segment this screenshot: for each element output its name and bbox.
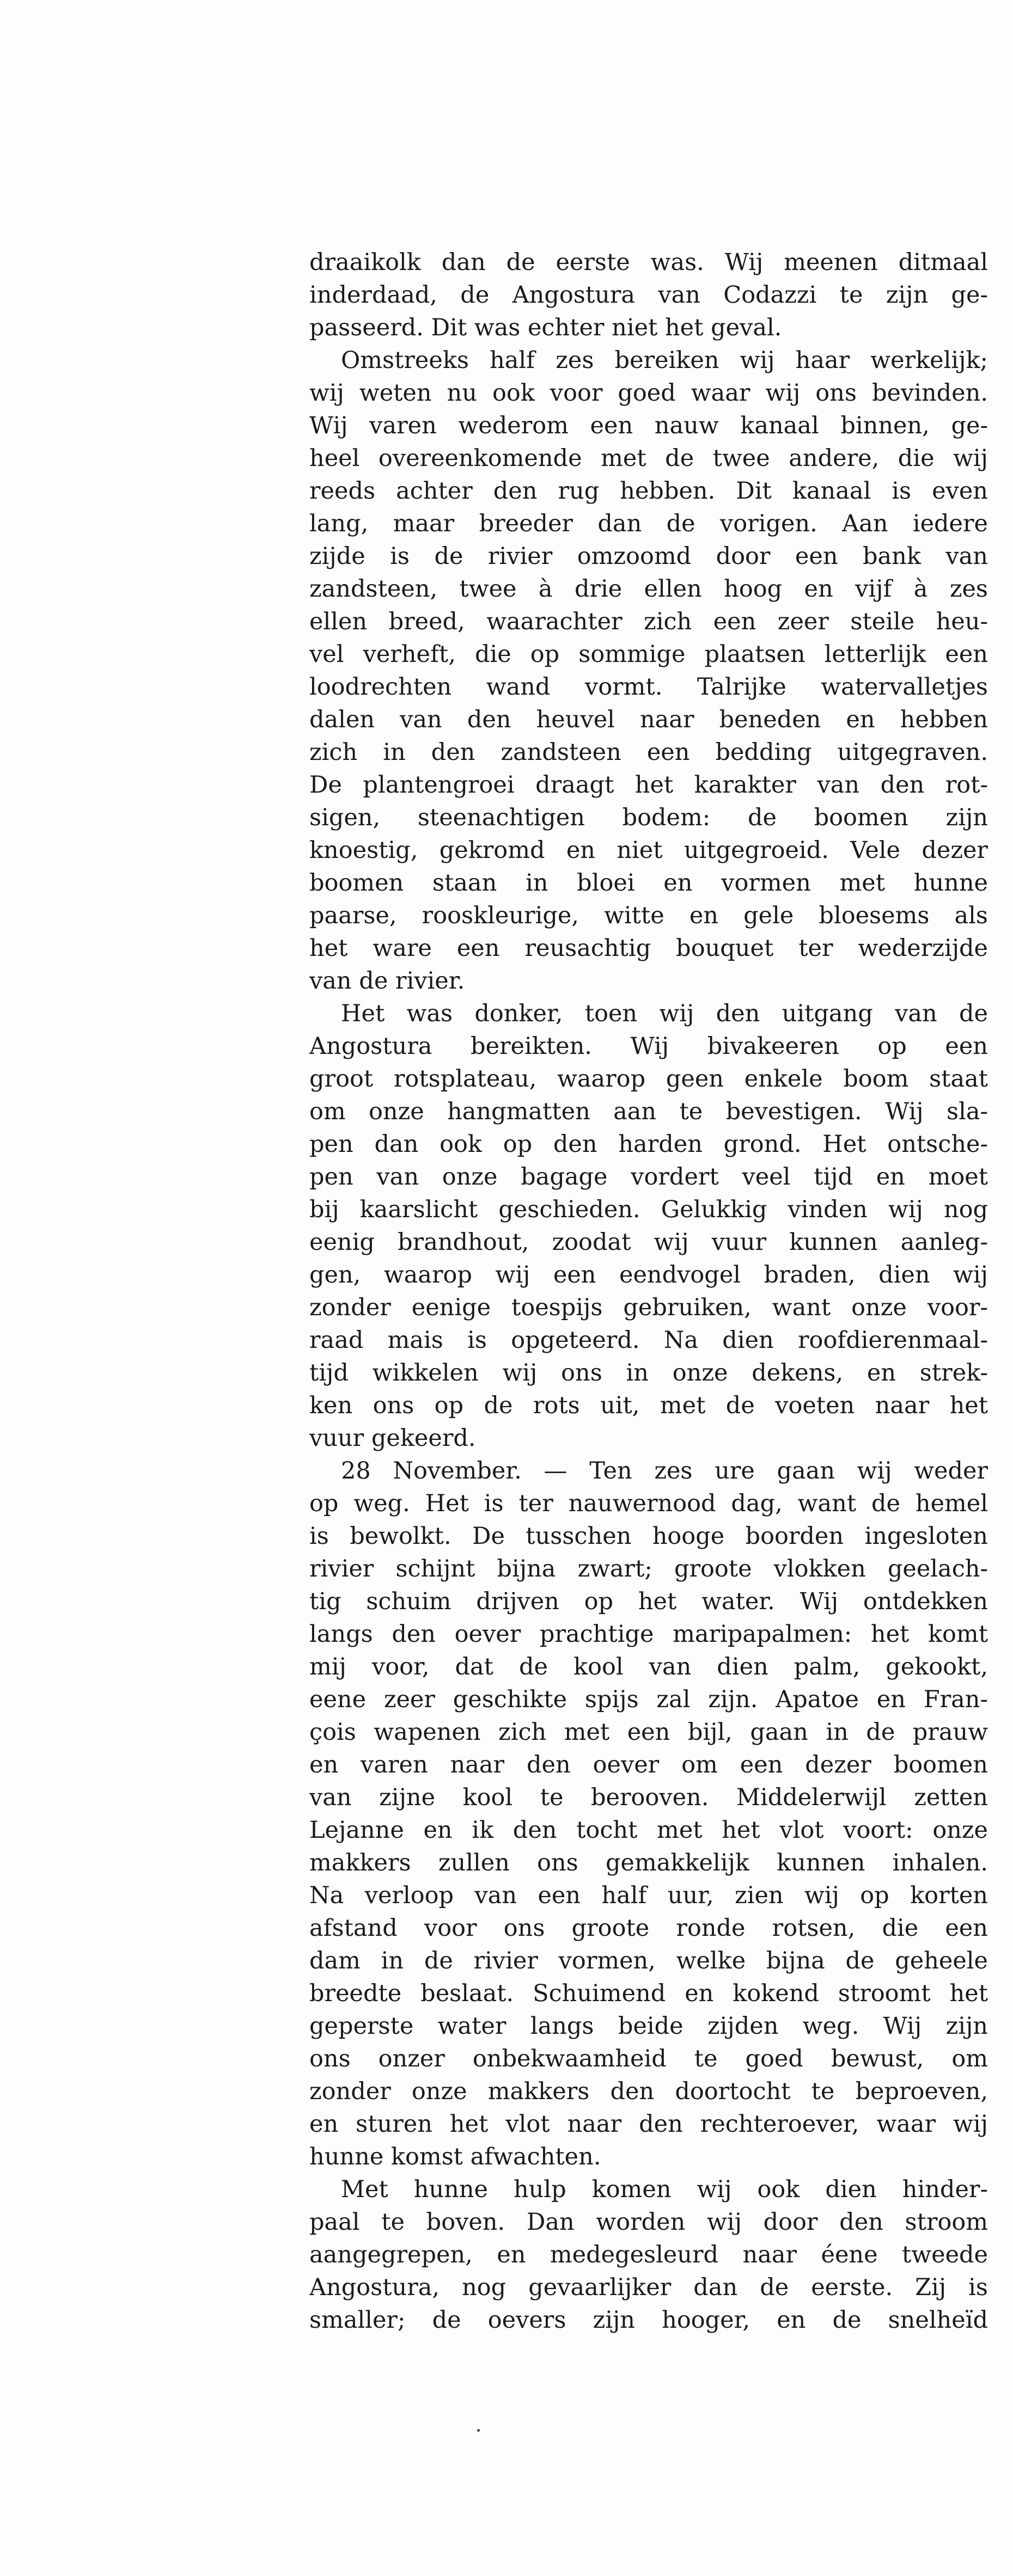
text-line: tijd wikkelen wij ons in onze dekens, en strek- xyxy=(309,1359,988,1387)
text-line: eene zeer geschikte spijs zal zijn. Apatoe en Fran- xyxy=(309,1686,988,1713)
text-line: lang, maar breeder dan de vorigen. Aan iedere xyxy=(309,510,988,537)
text-line: ons onzer onbekwaamheid te goed bewust, om xyxy=(309,2045,988,2072)
text-line: pen van onze bagage vordert veel tijd en moet xyxy=(309,1163,988,1191)
text-line: aangegrepen, en medegesleurd naar éene tweede xyxy=(309,2241,988,2268)
text-line: sigen, steenachtigen bodem: de boomen zijn xyxy=(309,804,988,831)
paragraph-5 xyxy=(309,2173,988,2336)
text-line: pen dan ook op den harden grond. Het ontsche- xyxy=(309,1131,988,1158)
text-line: het ware een reusachtig bouquet ter wederzijde xyxy=(309,935,988,962)
text-line: Lejanne en ik den tocht met het vlot voort: onze xyxy=(309,1817,988,1844)
text-line: rivier schijnt bijna zwart; groote vlokken geelach- xyxy=(309,1555,988,1583)
text-line: çois wapenen zich met een bijl, gaan in de prauw xyxy=(309,1719,988,1746)
text-line: zonder eenige toespijs gebruiken, want onze voor- xyxy=(309,1294,988,1321)
text-line: zonder onze makkers den doortocht te beproeven, xyxy=(309,2078,988,2105)
text-line: Het was donker, toen wij den uitgang van de xyxy=(341,1000,988,1027)
text-line: bij kaarslicht geschieden. Gelukkig vinden wij nog xyxy=(309,1196,988,1223)
text-line: hunne komst afwachten. xyxy=(309,2143,601,2170)
text-line: tig schuim drijven op het water. Wij ontdekken xyxy=(309,1588,988,1615)
text-line: 28 November. — Ten zes ure gaan wij weder xyxy=(341,1457,988,1485)
text-line: Angostura bereikten. Wij bivakeeren op een xyxy=(309,1033,988,1060)
text-line: op weg. Het is ter nauwernood dag, want de hemel xyxy=(309,1490,988,1517)
text-line: knoestig, gekromd en niet uitgegroeid. Vele dezer xyxy=(309,837,988,864)
text-line: zijde is de rivier omzoomd door een bank van xyxy=(309,543,988,570)
text-line: en varen naar den oever om een dezer boomen xyxy=(309,1751,988,1778)
text-line: paarse, rooskleurige, witte en gele bloesems als xyxy=(309,902,988,929)
text-line: afstand voor ons groote ronde rotsen, die een xyxy=(309,1915,988,1942)
text-line: reeds achter den rug hebben. Dit kanaal is even xyxy=(309,477,988,505)
text-line: breedte beslaat. Schuimend en kokend stroomt het xyxy=(309,1980,988,2007)
text-line: Met hunne hulp komen wij ook dien hinder- xyxy=(341,2176,988,2203)
text-line: loodrechten wand vormt. Talrijke watervalletjes xyxy=(309,673,988,701)
page-speck xyxy=(477,2429,480,2432)
paragraph-2 xyxy=(309,344,988,997)
text-line: boomen staan in bloei en vormen met hunne xyxy=(309,869,988,897)
text-line: Na verloop van een half uur, zien wij op korten xyxy=(309,1882,988,1909)
text-line: wij weten nu ook voor goed waar wij ons bevinden. xyxy=(309,379,988,407)
text-line: gen, waarop wij een eendvogel braden, dien wij xyxy=(309,1261,988,1289)
page-body xyxy=(309,246,988,2336)
text-line: Wij varen wederom een nauw kanaal binnen, ge- xyxy=(309,412,988,439)
text-line: geperste water langs beide zijden weg. Wij zijn xyxy=(309,2013,988,2040)
text-line: groot rotsplateau, waarop geen enkele boom staat xyxy=(309,1065,988,1093)
text-line: mij voor, dat de kool van dien palm, gekookt, xyxy=(309,1653,988,1680)
text-line: van zijne kool te berooven. Middelerwijl zetten xyxy=(309,1784,988,1811)
text-line: heel overeenkomende met de twee andere, die wij xyxy=(309,445,988,472)
text-line: vuur gekeerd. xyxy=(309,1425,476,1452)
paragraph-3 xyxy=(309,997,988,1455)
text-line: draaikolk dan de eerste was. Wij meenen ditmaal xyxy=(309,249,988,276)
text-line: zandsteen, twee à drie ellen hoog en vijf à zes xyxy=(309,575,988,603)
text-line: makkers zullen ons gemakkelijk kunnen inhalen. xyxy=(309,1849,988,1876)
text-line: passeerd. Dit was echter niet het geval. xyxy=(309,314,782,341)
paragraph-1 xyxy=(309,246,988,344)
text-line: is bewolkt. De tusschen hooge boorden ingesloten xyxy=(309,1523,988,1550)
text-line: De plantengroei draagt het karakter van den rot- xyxy=(309,771,988,799)
text-line: langs den oever prachtige maripapalmen: het komt xyxy=(309,1621,988,1648)
text-line: ellen breed, waarachter zich een zeer steile heu- xyxy=(309,608,988,635)
text-line: dalen van den heuvel naar beneden en hebben xyxy=(309,706,988,733)
text-line: eenig brandhout, zoodat wij vuur kunnen aanleg- xyxy=(309,1229,988,1256)
text-line: Omstreeks half zes bereiken wij haar werkelijk; xyxy=(341,347,988,374)
text-line: en sturen het vlot naar den rechteroever, waar wij xyxy=(309,2111,988,2138)
text-line: ken ons op de rots uit, met de voeten naar het xyxy=(309,1392,988,1419)
text-line: zich in den zandsteen een bedding uitgegraven. xyxy=(309,739,988,766)
paragraph-4 xyxy=(309,1455,988,2173)
text-line: van de rivier. xyxy=(309,967,465,995)
text-line: paal te boven. Dan worden wij door den stroom xyxy=(309,2209,988,2236)
text-line: inderdaad, de Angostura van Codazzi te zijn ge- xyxy=(309,281,988,309)
text-line: raad mais is opgeteerd. Na dien roofdierenmaal- xyxy=(309,1327,988,1354)
text-line: Angostura, nog gevaarlijker dan de eerste. Zij is xyxy=(309,2274,988,2301)
text-line: vel verheft, die op sommige plaatsen letterlijk een xyxy=(309,641,988,668)
text-line: smaller; de oevers zijn hooger, en de snelheïd xyxy=(309,2307,988,2334)
text-line: om onze hangmatten aan te bevestigen. Wij sla- xyxy=(309,1098,988,1125)
text-line: dam in de rivier vormen, welke bijna de geheele xyxy=(309,1947,988,1974)
